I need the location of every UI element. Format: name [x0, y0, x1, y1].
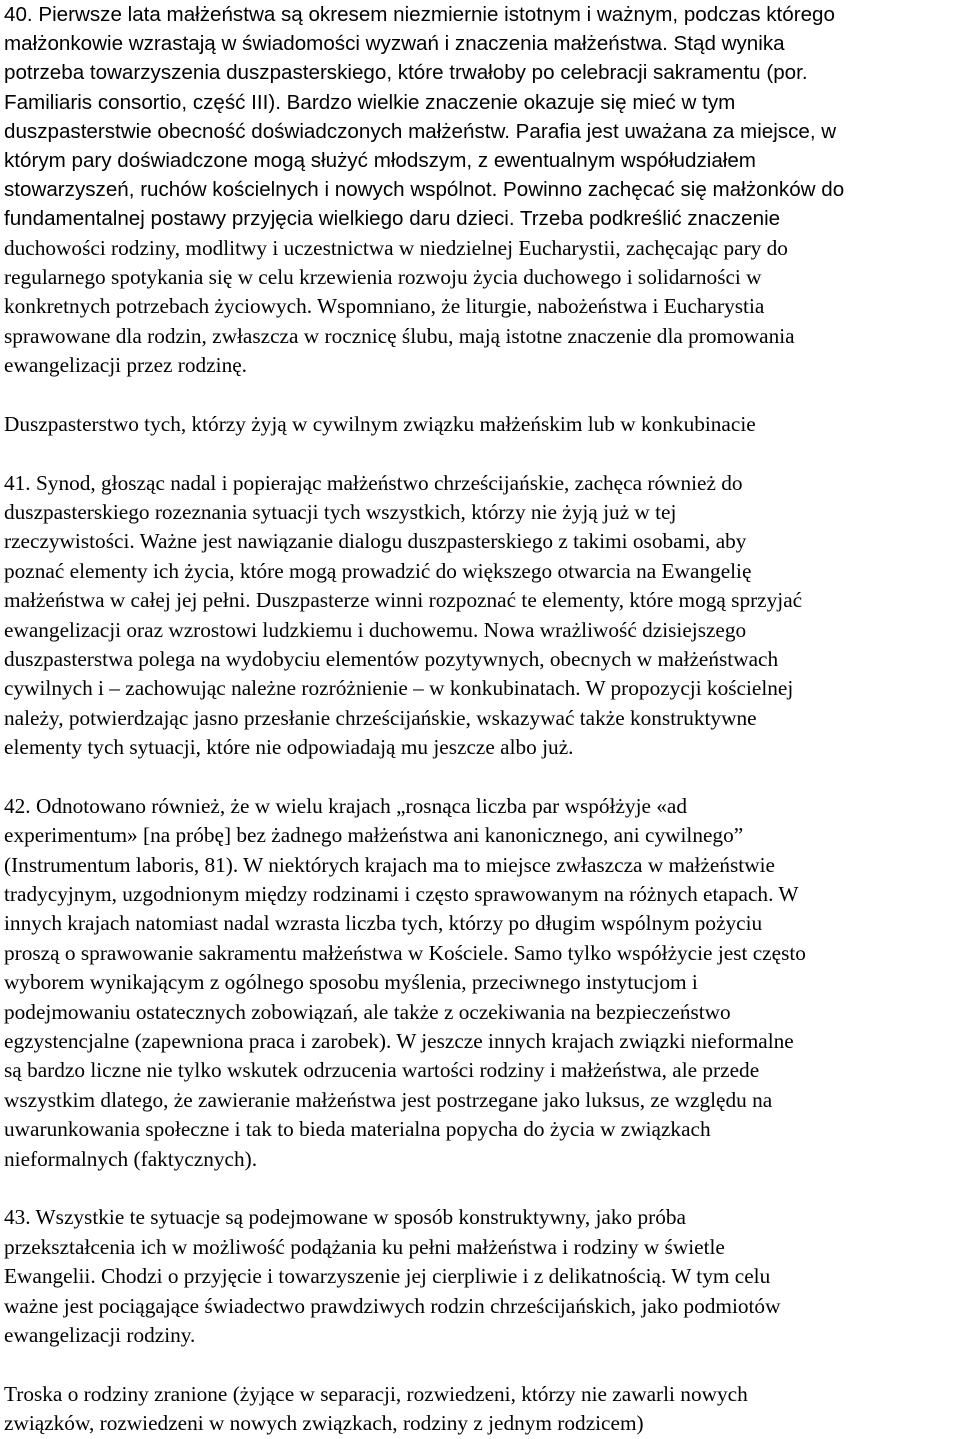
heading-text: Troska o rodziny zranione (żyjące w separacji, rozwiedzeni, którzy nie zawarli nowych	[4, 1381, 748, 1406]
text-line: uwarunkowania społeczne i tak to bieda materialna popycha do życia w związkach	[4, 1117, 711, 1142]
text-line: innych krajach natomiast nadal wzrasta liczba tych, którzy po długim wspólnym pożyciu	[4, 911, 763, 936]
text-line: są bardzo liczne nie tylko wskutek odrzucenia wartości rodziny i małżeństwa, ale przede	[4, 1058, 760, 1083]
paragraph-42	[4, 792, 958, 1174]
text-line: małżeństwa w całej jej pełni. Duszpasterze winni rozpoznać te elementy, które mogą sprzyjać	[4, 588, 803, 613]
text-line: podejmowaniu ostatecznych zobowiązań, ale także z oczekiwania na bezpieczeństwo	[4, 999, 731, 1024]
paragraph-spacer	[4, 1350, 958, 1379]
text-line: Ewangelii. Chodzi o przyjęcie i towarzyszenie jej cierpliwie i z delikatnością. W tym celu	[4, 1264, 771, 1289]
text-line: wszystkim dlatego, że zawieranie małżeństwa jest postrzegane jako luksus, ze względu na	[4, 1087, 773, 1112]
text-line: 42. Odnotowano również, że w wielu krajach „rosnąca liczba par współżyje «ad	[4, 793, 688, 818]
paragraph-spacer	[4, 1174, 958, 1203]
text-line: stowarzyszeń, ruchów kościelnych i nowych wspólnot. Powinno zachęcać się małżonków do	[4, 178, 845, 202]
paragraph-41	[4, 469, 958, 763]
text-line: cywilnych i – zachowując należne rozróżnienie – w konkubinatach. W propozycji kościelnej	[4, 676, 794, 701]
text-line: elementy tych sytuacji, które nie odpowiadają mu jeszcze albo już.	[4, 735, 574, 760]
text-line: experimentum» [na próbę] bez żadnego małżeństwa ani kanonicznego, ani cywilnego”	[4, 823, 744, 848]
text-line: potrzeba towarzyszenia duszpasterskiego, które trwałoby po celebracji sakramentu (por.	[4, 61, 808, 85]
paragraph-spacer	[4, 439, 958, 468]
text-line: sprawowane dla rodzin, zwłaszcza w rocznicę ślubu, mają istotne znaczenie dla promowania	[4, 323, 795, 348]
text-line: 43. Wszystkie te sytuacje są podejmowane w sposób konstruktywny, jako próba	[4, 1205, 686, 1230]
paragraph-43	[4, 1203, 958, 1350]
text-line: Familiaris consortio, część III). Bardzo wielkie znaczenie okazuje się mieć w tym	[4, 90, 736, 114]
text-line: konkretnych potrzebach życiowych. Wspomniano, że liturgie, nabożeństwa i Eucharystia	[4, 294, 765, 319]
text-line: duszpasterstwie obecność doświadczonych małżeństw. Parafia jest uważana za miejsce, w	[4, 119, 837, 143]
text-line: rzeczywistości. Ważne jest nawiązanie dialogu duszpasterskiego z takimi osobami, aby	[4, 529, 747, 554]
text-line: wyborem wynikającym z ogólnego sposobu myślenia, przeciwnego instytucjom i	[4, 970, 698, 995]
heading-text: związków, rozwiedzeni w nowych związkach, rodziny z jednym rodzicem)	[4, 1411, 644, 1436]
text-line: proszą o sprawowanie sakramentu małżeństwa w Kościele. Samo tylko współżycie jest często	[4, 940, 806, 965]
text-line: poznać elementy ich życia, które mogą prowadzić do większego otwarcia na Ewangelię	[4, 558, 752, 583]
text-line: ewangelizacji rodziny.	[4, 1322, 196, 1347]
text-line: 41. Synod, głosząc nadal i popierając małżeństwo chrześcijańskie, zachęca również do	[4, 470, 743, 495]
text-line: regularnego spotykania się w celu krzewienia rozwoju życia duchowego i solidarności w	[4, 264, 762, 289]
text-line: ewangelizacji przez rodzinę.	[4, 353, 247, 378]
text-line: którym pary doświadczone mogą służyć młodszym, z ewentualnym współudziałem	[4, 148, 756, 172]
paragraph-spacer	[4, 380, 958, 409]
paragraph-40-continued	[4, 234, 958, 381]
text-line: ważne jest pociągające świadectwo prawdziwych rodzin chrześcijańskich, jako podmiotów	[4, 1293, 781, 1318]
text-line: nieformalnych (faktycznych).	[4, 1146, 258, 1171]
paragraph-40	[4, 0, 958, 234]
text-line: 40. Pierwsze lata małżeństwa są okresem niezmiernie istotnym i ważnym, podczas którego	[4, 3, 835, 26]
text-line: duszpasterskiego rozeznania sytuacji tych wszystkich, którzy nie żyją już w tej	[4, 500, 677, 525]
text-line: tradycyjnym, uzgodnionym między rodzinami i często sprawowanym na różnych etapach. W	[4, 882, 799, 907]
text-line: fundamentalnej postawy przyjęcia wielkiego daru dzieci. Trzeba podkreślić znaczenie	[4, 207, 781, 231]
document-page	[4, 0, 958, 1439]
text-line: przekształcenia ich w możliwość podążania ku pełni małżeństwa i rodziny w świetle	[4, 1234, 725, 1259]
text-line: należy, potwierdzając jasno przesłanie chrześcijańskie, wskazywać także konstruktywne	[4, 705, 757, 730]
text-line: egzystencjalne (zapewniona praca i zarobek). W jeszcze innych krajach związki nieformalne	[4, 1029, 794, 1054]
text-line: (Instrumentum laboris, 81). W niektórych krajach ma to miejsce zwłaszcza w małżeństwie	[4, 852, 775, 877]
text-line: duchowości rodziny, modlitwy i uczestnictwa w niedzielnej Eucharystii, zachęcając pary do	[4, 235, 788, 260]
text-line: małżonkowie wzrastają w świadomości wyzwań i znaczenia małżeństwa. Stąd wynika	[4, 32, 785, 56]
section-heading-civil-unions	[4, 410, 958, 439]
text-line: ewangelizacji oraz wzrostowi ludzkiemu i duchowemu. Nowa wrażliwość dzisiejszego	[4, 617, 747, 642]
section-heading-wounded-families	[4, 1380, 958, 1439]
heading-text: Duszpasterstwo tych, którzy żyją w cywilnym związku małżeńskim lub w konkubinacie	[4, 411, 756, 436]
paragraph-spacer	[4, 763, 958, 792]
text-line: duszpasterstwa polega na wydobyciu elementów pozytywnych, obecnych w małżeństwach	[4, 646, 779, 671]
